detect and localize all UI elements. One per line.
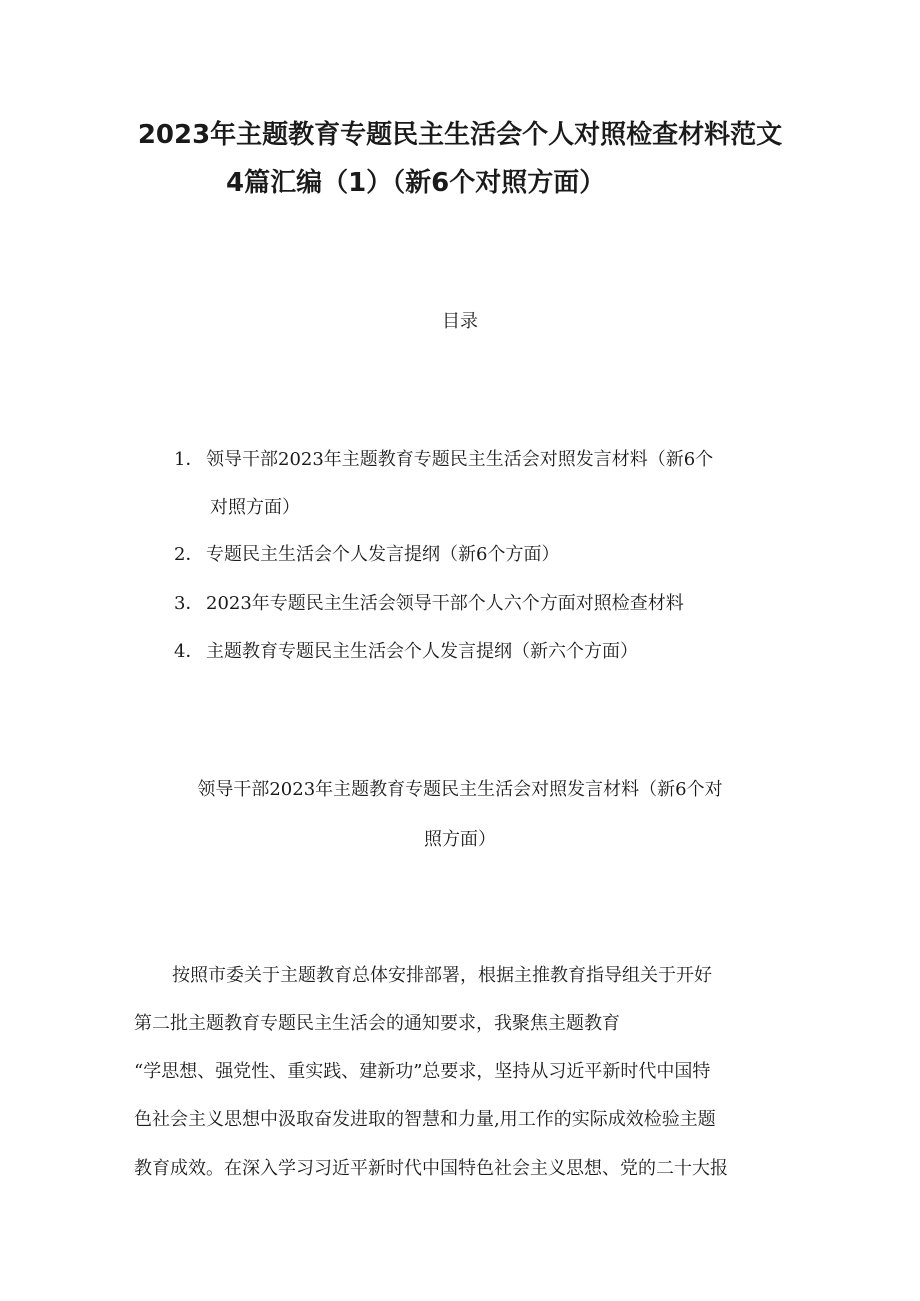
section-title-line-1: 领导干部2023年主题教育专题民主生活会对照发言材料（新6个对 (197, 779, 723, 800)
toc-item[interactable] (174, 446, 713, 474)
toc-item-text: 2023年专题民主生活会领导干部个人六个方面对照检查材料 (206, 593, 684, 614)
toc-item-number: 4． (174, 641, 204, 662)
body-text-line: 第二批主题教育专题民主生活会的通知要求，我聚焦主题教育 (134, 1013, 620, 1034)
toc-item-text: 主题教育专题民主生活会个人发言提纲（新六个方面） (206, 641, 638, 662)
body-text-line: 按照市委关于主题教育总体安排部署，根据主推教育指导组关于开好 (172, 965, 712, 986)
toc-item-text: 专题民主生活会个人发言提纲（新6个方面） (206, 544, 560, 565)
body-text-line: “学思想、强党性、重实践、建新功”总要求，坚持从习近平新时代中国特 (134, 1061, 711, 1082)
toc-item-text: 领导干部2023年主题教育专题民主生活会对照发言材料（新6个 (206, 449, 714, 470)
toc-item[interactable] (174, 541, 559, 569)
toc-item-number: 1． (174, 449, 204, 470)
body-text-line: 色社会主义思想中汲取奋发进取的智慧和力量,用工作的实际成效检验主题 (134, 1109, 716, 1130)
toc-item-continuation[interactable]: 对照方面） (210, 497, 300, 518)
toc-heading: 目录 (442, 311, 478, 332)
toc-item[interactable] (174, 638, 638, 666)
toc-item[interactable] (174, 590, 684, 618)
document-title-line-2: 4篇汇编（1）（新6个对照方面） (226, 168, 606, 198)
body-text-line: 教育成效。在深入学习习近平新时代中国特色社会主义思想、党的二十大报 (134, 1158, 728, 1179)
document-title-line-1: 2023年主题教育专题民主生活会个人对照检查材料范文 (137, 120, 783, 150)
toc-item-number: 3． (174, 593, 204, 614)
section-title-line-2: 照方面） (424, 829, 496, 850)
toc-item-number: 2． (174, 544, 204, 565)
